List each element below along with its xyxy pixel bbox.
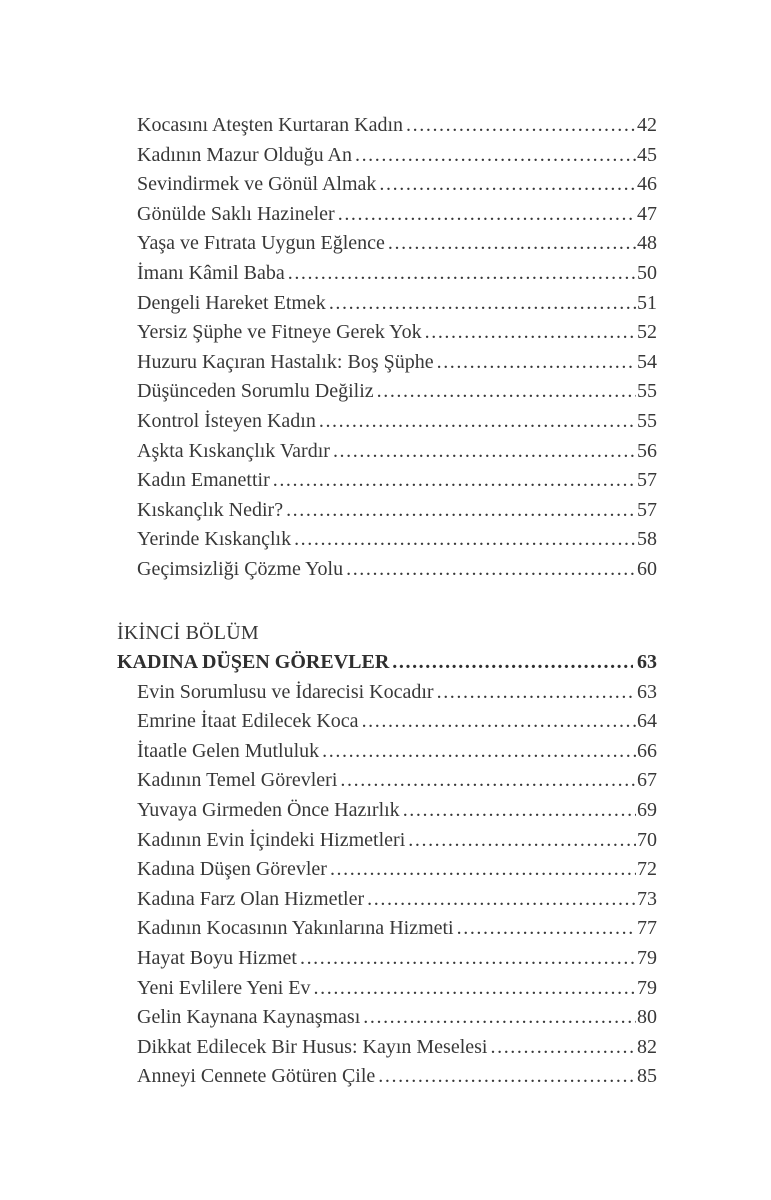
entry-title: Kontrol İsteyen Kadın [137,409,316,432]
dot-leader [314,974,636,1004]
entry-title: Yaşa ve Fıtrata Uygun Eğlence [137,232,385,255]
toc-entry [137,496,657,526]
toc-entry [137,885,657,915]
page-number: 60 [637,557,657,580]
toc-entry [137,318,657,348]
page-number: 50 [637,261,657,284]
entry-title: Düşünceden Sorumlu Değiliz [137,380,374,403]
toc-entry [137,525,657,555]
toc-entry [137,974,657,1004]
page-number: 70 [637,828,657,851]
page-number: 77 [637,917,657,940]
toc-entry [137,377,657,407]
toc-entry [137,678,657,708]
page-number: 66 [637,739,657,762]
dot-leader [363,1003,636,1033]
dot-leader [388,229,636,259]
entry-title: Kadının Temel Görevleri [137,769,338,792]
dot-leader [425,318,636,348]
dot-leader [346,555,636,585]
page-number: 47 [637,202,657,225]
dot-leader [367,885,636,915]
page-number: 80 [637,1006,657,1029]
entry-title: Yerinde Kıskançlık [137,528,292,551]
dot-leader [378,1062,636,1092]
page-number: 63 [637,651,657,674]
page-number: 42 [637,114,657,136]
entry-title: Gelin Kaynana Kaynaşması [137,1006,361,1029]
dot-leader [491,1033,637,1063]
entry-title: İmanı Kâmil Baba [137,261,285,284]
entry-title: KADINA DÜŞEN GÖREVLER [117,651,390,674]
dot-leader [457,914,636,944]
toc-entry [137,826,657,856]
toc-entry [137,229,657,259]
entry-title: Kadının Mazur Olduğu An [137,143,352,166]
entry-title: Kadının Kocasının Yakınlarına Hizmeti [137,917,454,940]
toc-entry [137,466,657,496]
toc-entry [137,707,657,737]
entry-title: Kocasını Ateşten Kurtaran Kadın [137,114,404,136]
toc-entry [137,170,657,200]
page-number: 55 [637,409,657,432]
toc-entry [137,289,657,319]
toc-entry [137,111,657,141]
dot-leader [288,259,636,289]
dot-leader [437,678,636,708]
entry-title: Yuvaya Girmeden Önce Hazırlık [137,799,400,822]
entry-title: İtaatle Gelen Mutluluk [137,739,320,762]
page-number: 85 [637,1065,657,1088]
page-number: 55 [637,380,657,403]
dot-leader [406,111,636,141]
toc-section [117,619,657,1093]
entry-title: Kadın Emanettir [137,469,270,492]
toc-entry [137,1062,657,1092]
dot-leader [273,466,636,496]
entry-title: Yeni Evlilere Yeni Ev [137,976,311,999]
page-number: 45 [637,143,657,166]
entry-title: Anneyi Cennete Götüren Çile [137,1065,376,1088]
dot-leader [392,648,633,678]
entry-title: Aşkta Kıskançlık Vardır [137,439,330,462]
page-number: 73 [637,887,657,910]
dot-leader [355,141,636,171]
dot-leader [338,200,636,230]
dot-leader [437,348,636,378]
page-number: 48 [637,232,657,255]
page-number: 46 [637,173,657,196]
toc-entry [137,555,657,585]
toc-entry [137,855,657,885]
toc-entry [137,348,657,378]
toc-entry [137,1033,657,1063]
page-number: 79 [637,976,657,999]
dot-leader [322,737,636,767]
dot-leader [319,407,636,437]
toc-entry [137,437,657,467]
entry-title: Kadına Düşen Görevler [137,858,327,881]
page-number: 51 [637,291,657,314]
chapter-entry [117,648,657,678]
dot-leader [333,437,636,467]
toc-entry [137,914,657,944]
dot-leader [379,170,636,200]
entry-title: Dikkat Edilecek Bir Husus: Kayın Meselesi [137,1035,488,1058]
dot-leader [362,707,636,737]
toc-entry [137,200,657,230]
entry-title: Yersiz Şüphe ve Fitneye Gerek Yok [137,321,422,344]
page-number: 57 [637,469,657,492]
entry-title: Kadının Evin İçindeki Hizmetleri [137,828,406,851]
entry-title: Huzuru Kaçıran Hastalık: Boş Şüphe [137,350,434,373]
toc-section [117,111,657,585]
dot-leader [330,855,636,885]
toc-entry [137,737,657,767]
page-number: 54 [637,350,657,373]
toc-entry [137,766,657,796]
entry-title: Gönülde Saklı Hazineler [137,202,335,225]
page-number: 52 [637,321,657,344]
page-number: 63 [637,680,657,703]
entry-title: Kadına Farz Olan Hizmetler [137,887,365,910]
entry-title: Sevindirmek ve Gönül Almak [137,173,377,196]
toc-entry [137,407,657,437]
page-number: 57 [637,498,657,521]
toc-entry [137,1003,657,1033]
page-number: 67 [637,769,657,792]
page-number: 79 [637,947,657,970]
entry-title: Geçimsizliği Çözme Yolu [137,557,344,580]
section-label: İKİNCİ BÖLÜM [117,621,259,644]
entry-title: Evin Sorumlusu ve İdarecisi Kocadır [137,680,434,703]
entry-title: Dengeli Hareket Etmek [137,291,326,314]
page-number: 56 [637,439,657,462]
dot-leader [294,525,636,555]
entry-title: Kıskançlık Nedir? [137,498,284,521]
page-number: 69 [637,799,657,822]
page-number: 82 [637,1035,657,1058]
page-number: 58 [637,528,657,551]
entry-title: Emrine İtaat Edilecek Koca [137,710,359,733]
dot-leader [300,944,636,974]
dot-leader [403,796,636,826]
toc-list [117,111,657,1092]
page-number: 64 [637,710,657,733]
toc-entry [137,944,657,974]
dot-leader [329,289,636,319]
dot-leader [286,496,636,526]
dot-leader [340,766,636,796]
dot-leader [377,377,636,407]
toc-entry [137,259,657,289]
entry-title: Hayat Boyu Hizmet [137,947,297,970]
toc-entry [137,141,657,171]
toc-entry [137,796,657,826]
page-number: 72 [637,858,657,881]
dot-leader [408,826,636,856]
